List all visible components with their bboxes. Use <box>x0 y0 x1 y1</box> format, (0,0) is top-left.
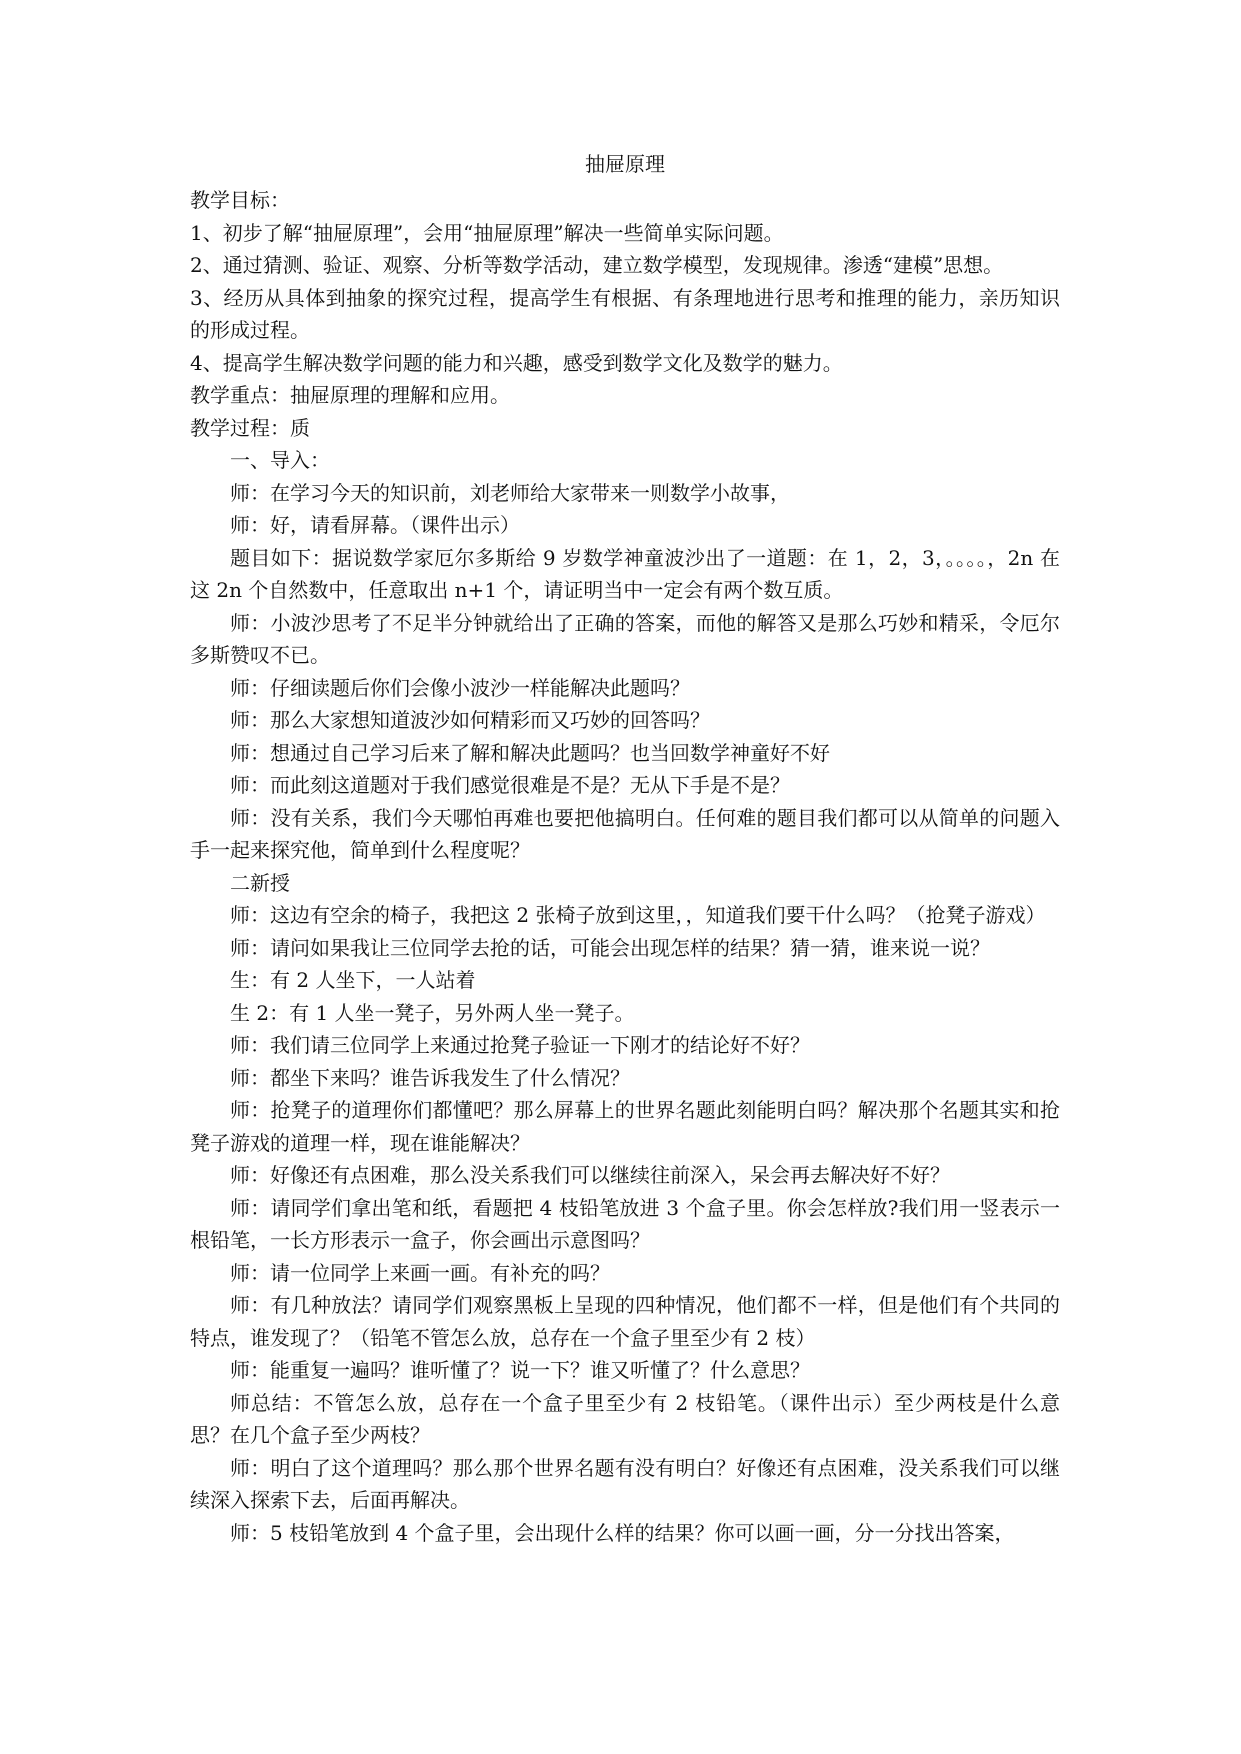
paragraph: 师：这边有空余的椅子，我把这 2 张椅子放到这里，，知道我们要干什么吗？（抢凳子游戏） <box>230 903 1046 927</box>
paragraph: 生 2：有 1 人坐一凳子，另外两人坐一凳子。 <box>230 1000 635 1025</box>
paragraph: 师：好，请看屏幕。（课件出示） <box>230 513 520 537</box>
paragraph: 一、导入： <box>230 448 330 472</box>
paragraph: 师：抢凳子的道理你们都懂吧？那么屏幕上的世界名题此刻能明白吗？解决那个名题其实和抢凳子游戏的道理一样，现在谁能解决？ <box>190 1098 1060 1155</box>
paragraph: 师：明白了这个道理吗？那么那个世界名题有没有明白？好像还有点困难，没关系我们可以继续深入探索下去，后面再解决。 <box>190 1455 1060 1512</box>
paragraph: 师：能重复一遍吗？谁听懂了？说一下？谁又听懂了？什么意思？ <box>230 1358 810 1382</box>
paragraph: 师：请问如果我让三位同学去抢的话，可能会出现怎样的结果？猜一猜，谁来说一说？ <box>230 935 990 960</box>
paragraph: 师总结：不管怎么放，总存在一个盒子里至少有 2 枝铅笔。（课件出示）至少两枝是什么意思？在几个盒子至少两枝？ <box>190 1390 1060 1447</box>
paragraph: 师：好像还有点困难，那么没关系我们可以继续往前深入，呆会再去解决好不好？ <box>230 1163 950 1187</box>
paragraph: 师：小波沙思考了不足半分钟就给出了正确的答案，而他的解答又是那么巧妙和精采，令厄尔多斯赞叹不已。 <box>190 610 1060 667</box>
paragraph: 题目如下：据说数学家厄尔多斯给 9 岁数学神童波沙出了一道题：在 1，2，3，。。。。，2n 在这 2n 个自然数中，任意取出 n+1 个，请证明当中一定会有两个数互质。 <box>190 545 1060 602</box>
paragraph: 3、经历从具体到抽象的探究过程，提高学生有根据、有条理地进行思考和推理的能力，亲历知识的形成过程。 <box>190 285 1060 342</box>
paragraph: 师：请一位同学上来画一画。有补充的吗？ <box>230 1260 610 1285</box>
paragraph: 师：请同学们拿出笔和纸，看题把 4 枝铅笔放进 3 个盒子里。你会怎样放?我们用一竖表示一根铅笔，一长方形表示一盒子，你会画出示意图吗？ <box>190 1195 1060 1252</box>
paragraph: 师：没有关系，我们今天哪怕再难也要把他搞明白。任何难的题目我们都可以从简单的问题入手一起来探究他，简单到什么程度呢？ <box>190 805 1060 862</box>
paragraph: 师：在学习今天的知识前，刘老师给大家带来一则数学小故事， <box>230 480 790 505</box>
paragraph: 教学重点：抽屉原理的理解和应用。 <box>190 383 510 407</box>
document-body <box>190 184 1060 1549</box>
document-page <box>190 148 1060 1549</box>
paragraph: 教学目标： <box>190 188 290 212</box>
paragraph: 师：那么大家想知道波沙如何精彩而又巧妙的回答吗？ <box>230 708 710 732</box>
paragraph: 师：有几种放法？请同学们观察黑板上呈现的四种情况，他们都不一样，但是他们有个共同的特点，谁发现了？（铅笔不管怎么放，总存在一个盒子里至少有 2 枝） <box>190 1293 1060 1350</box>
paragraph: 师：5 枝铅笔放到 4 个盒子里，会出现什么样的结果？你可以画一画，分一分找出答案， <box>230 1520 1015 1545</box>
paragraph: 师：想通过自己学习后来了解和解决此题吗？也当回数学神童好不好 <box>230 740 830 765</box>
paragraph: 师：而此刻这道题对于我们感觉很难是不是？无从下手是不是？ <box>230 773 790 797</box>
paragraph: 教学过程：质 <box>190 415 310 440</box>
paragraph: 2、通过猜测、验证、观察、分析等数学活动，建立数学模型，发现规律。渗透“建模”思想。 <box>190 253 1004 277</box>
paragraph: 二新授 <box>230 870 290 895</box>
paragraph: 生：有 2 人坐下，一人站着 <box>230 968 476 992</box>
paragraph: 师：都坐下来吗？谁告诉我发生了什么情况？ <box>230 1065 630 1090</box>
paragraph: 1、初步了解“抽屉原理”，会用“抽屉原理”解决一些简单实际问题。 <box>190 220 784 245</box>
document-title: 抽屉原理 <box>585 152 665 176</box>
paragraph: 师：仔细读题后你们会像小波沙一样能解决此题吗？ <box>230 675 690 700</box>
paragraph: 师：我们请三位同学上来通过抢凳子验证一下刚才的结论好不好？ <box>230 1033 810 1057</box>
paragraph: 4、提高学生解决数学问题的能力和兴趣，感受到数学文化及数学的魅力。 <box>190 350 843 375</box>
